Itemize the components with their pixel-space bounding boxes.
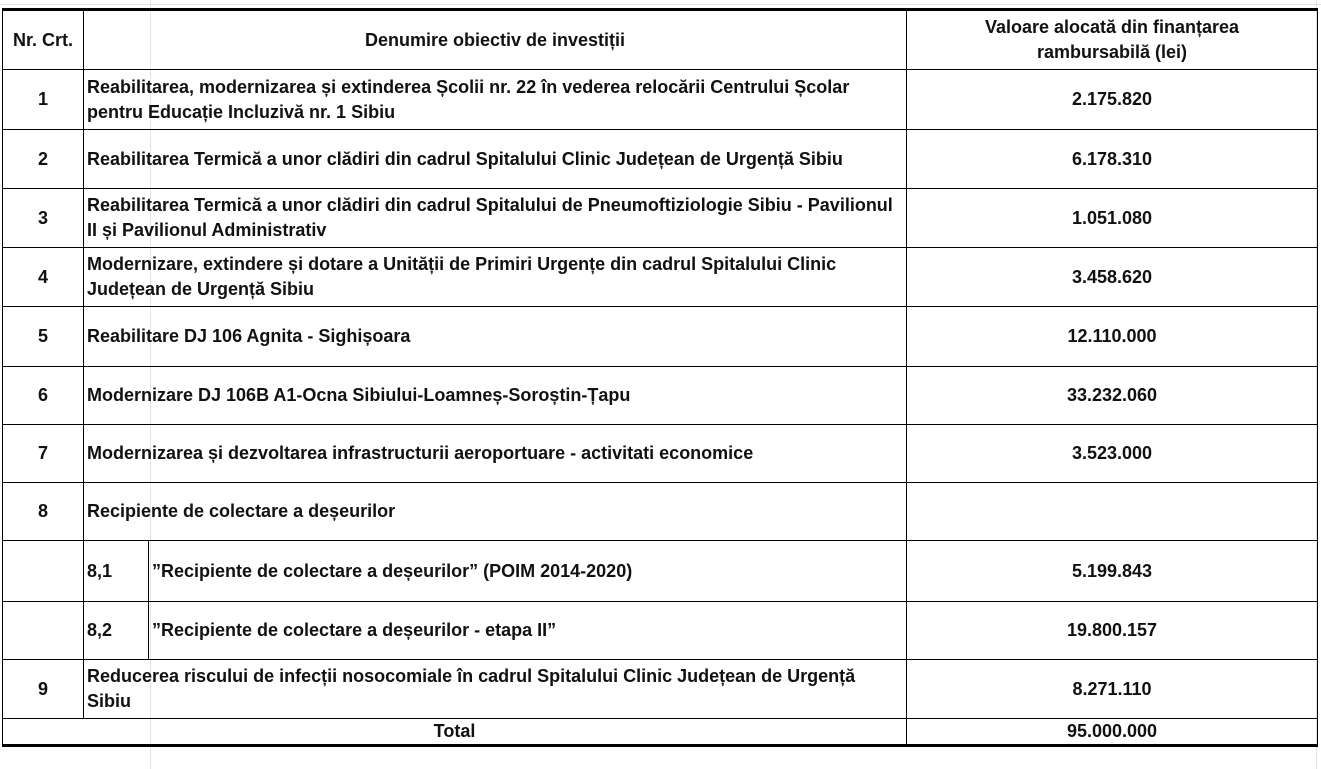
total-label: Total xyxy=(3,719,907,746)
row-value: 3.523.000 xyxy=(907,425,1318,483)
sheet-gridline xyxy=(0,4,1321,5)
row-number: 4 xyxy=(3,248,84,307)
row-number: 1 xyxy=(3,70,84,130)
row-number: 3 xyxy=(3,189,84,248)
row-name: Modernizare DJ 106B A1-Ocna Sibiului-Loamneș-Soroștin-Țapu xyxy=(84,367,907,425)
table-subrow xyxy=(3,541,1318,602)
header-name: Denumire obiectiv de investiții xyxy=(84,10,907,70)
table-row xyxy=(3,483,1318,541)
table-subrow xyxy=(3,602,1318,660)
row-number: 8 xyxy=(3,483,84,541)
row-value: 33.232.060 xyxy=(907,367,1318,425)
row-number: 7 xyxy=(3,425,84,483)
subrow-name: ”Recipiente de colectare a deșeurilor” (POIM 2014-2020) xyxy=(149,541,907,602)
row-number: 6 xyxy=(3,367,84,425)
row-number: 5 xyxy=(3,307,84,367)
row-number: 9 xyxy=(3,660,84,719)
table-row xyxy=(3,660,1318,719)
row-value: 1.051.080 xyxy=(907,189,1318,248)
subrow-number: 8,1 xyxy=(84,541,149,602)
row-name: Reabilitarea Termică a unor clădiri din cadrul Spitalului Clinic Județean de Urgență Sibiu xyxy=(84,130,907,189)
row-name: Recipiente de colectare a deșeurilor xyxy=(84,483,907,541)
subrow-spacer xyxy=(3,602,84,660)
row-name: Reducerea riscului de infecții nosocomiale în cadrul Spitalului Clinic Județean de Urgență Sibiu xyxy=(84,660,907,719)
table-row xyxy=(3,367,1318,425)
table-row xyxy=(3,70,1318,130)
subrow-value: 5.199.843 xyxy=(907,541,1318,602)
row-value: 8.271.110 xyxy=(907,660,1318,719)
row-number: 2 xyxy=(3,130,84,189)
row-value: 2.175.820 xyxy=(907,70,1318,130)
row-value: 6.178.310 xyxy=(907,130,1318,189)
subrow-value: 19.800.157 xyxy=(907,602,1318,660)
row-name: Reabilitarea, modernizarea și extinderea Școlii nr. 22 în vederea relocării Centrului Școlar pentru Educație Incluzivă nr. 1 Sibiu xyxy=(84,70,907,130)
header-row xyxy=(3,10,1318,70)
table-row xyxy=(3,307,1318,367)
header-value: Valoare alocată din finanțarea rambursabilă (lei) xyxy=(907,10,1318,70)
table-row xyxy=(3,425,1318,483)
subrow-number: 8,2 xyxy=(84,602,149,660)
total-row xyxy=(3,719,1318,746)
table-row xyxy=(3,189,1318,248)
row-value xyxy=(907,483,1318,541)
row-name: Reabilitare DJ 106 Agnita - Sighișoara xyxy=(84,307,907,367)
total-value: 95.000.000 xyxy=(907,719,1318,746)
row-value: 12.110.000 xyxy=(907,307,1318,367)
row-name: Modernizare, extindere și dotare a Unității de Primiri Urgențe din cadrul Spitalului Clinic Județean de Urgență Sibiu xyxy=(84,248,907,307)
investment-table xyxy=(2,8,1318,747)
header-nr: Nr. Crt. xyxy=(3,10,84,70)
row-value: 3.458.620 xyxy=(907,248,1318,307)
subrow-spacer xyxy=(3,541,84,602)
row-name: Reabilitarea Termică a unor clădiri din cadrul Spitalului de Pneumoftiziologie Sibiu - Pavilionul II și Pavilionul Administrativ xyxy=(84,189,907,248)
table-row xyxy=(3,248,1318,307)
table-row xyxy=(3,130,1318,189)
subrow-name: ”Recipiente de colectare a deșeurilor - etapa II” xyxy=(149,602,907,660)
row-name: Modernizarea și dezvoltarea infrastructurii aeroportuare - activitati economice xyxy=(84,425,907,483)
